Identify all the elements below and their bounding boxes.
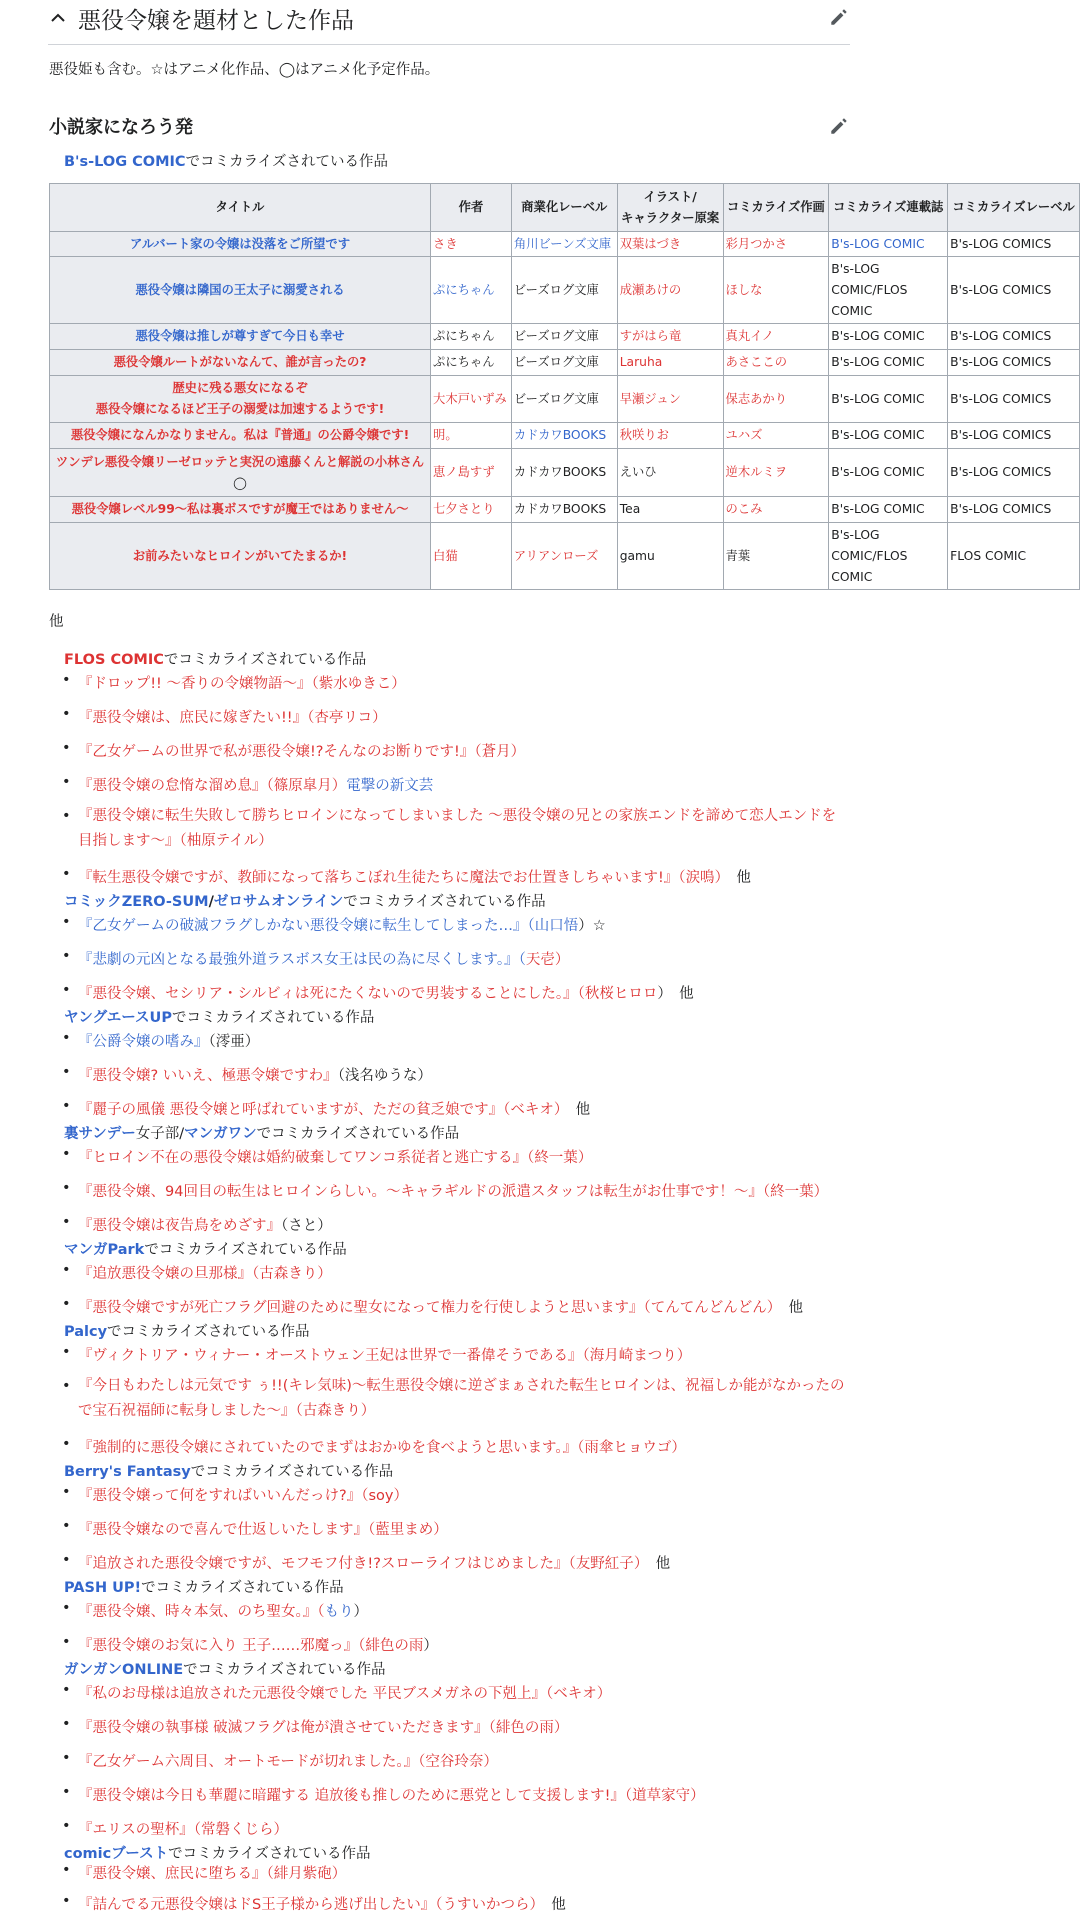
- author-link[interactable]: ベキオ: [553, 1686, 597, 1702]
- author-link[interactable]: 友野紅子: [575, 1556, 634, 1572]
- list-item: • 『悪役令嬢なので喜んで仕返しいたします』（藍里まめ）: [64, 1518, 448, 1539]
- col-header: コミカライズ連載誌: [829, 184, 948, 232]
- work-link[interactable]: 『悪役令嬢は今日も華麗に暗躍する 追放後も推しのために悪党として支援します!』（: [78, 1788, 633, 1804]
- zerosum-online-link[interactable]: ゼロサムオンライン: [213, 894, 344, 910]
- work-link[interactable]: 『悪役令嬢は夜告鳥をめざす』: [78, 1218, 281, 1234]
- author-link[interactable]: 雨傘ヒョウゴ: [584, 1440, 672, 1456]
- illustrator-link[interactable]: Laruha: [617, 350, 723, 376]
- urasunday-heading: 裏サンデー女子部/マンガワンでコミカライズされている作品: [64, 1126, 460, 1142]
- work-link[interactable]: 『詰んでる元悪役令嬢はドS王子様から逃げ出したい』（: [78, 1897, 443, 1913]
- work-link[interactable]: 『ヒロイン不在の悪役令嬢は婚約破棄してワンコ系従者と逃亡する』（: [78, 1150, 535, 1166]
- list-item: • 『転生悪役令嬢ですが、教師になって落ちこぼれ生徒たちに魔法でお仕置きしちゃいます!』（涙鳴） 他: [64, 866, 751, 887]
- work-link[interactable]: 『強制的に悪役令嬢にされていたのでまずはおかゆを食べようと思います。』（: [78, 1440, 585, 1456]
- list-item: • 『乙女ゲームの破滅フラグしかない悪役令嬢に転生してしまった…』（山口悟）☆: [64, 914, 606, 935]
- zerosum-link[interactable]: コミックZERO-SUM: [64, 894, 209, 910]
- work-title-link[interactable]: アルバート家の令嬢は没落をご所望です: [50, 232, 431, 257]
- work-title-link[interactable]: お前みたいなヒロインがいてたまるか!: [50, 523, 431, 590]
- list-item: • 『今日もわたしは元気です ぅ!!(キレ気味)〜転生悪役令嬢に逆ざまぁされた転生ヒロインは、祝福しか能がなかったの で宝石祝福師に転身しました〜』（古森きり）: [64, 1374, 854, 1424]
- illustrator-link[interactable]: 双葉はづき: [617, 232, 723, 257]
- artist-link[interactable]: のこみ: [723, 497, 829, 523]
- list-item: • 『ヴィクトリア・ウィナー・オーストウェン王妃は世界で一番偉そうである』（海月崎まつり）: [64, 1344, 691, 1365]
- author-link[interactable]: 紫水ゆきこ: [318, 676, 392, 692]
- work-link[interactable]: 『悪役令嬢なので喜んで仕返しいたします』（: [78, 1522, 376, 1538]
- list-item: • 『乙女ゲーム六周目、オートモードが切れました。』（空谷玲奈）: [64, 1750, 498, 1771]
- author-link[interactable]: 古森きり: [259, 1266, 318, 1282]
- comic-label: B's-LOG COMICS: [948, 232, 1080, 257]
- mangapark-heading: マンガParkでコミカライズされている作品: [64, 1242, 347, 1258]
- table-row: [50, 449, 1080, 497]
- col-header: 作者: [431, 184, 512, 232]
- flos-link[interactable]: FLOS COMIC: [64, 652, 164, 668]
- flos-heading: FLOS COMICでコミカライズされている作品: [64, 652, 367, 668]
- work-link[interactable]: 『麗子の風儀 悪役令嬢と呼ばれていますが、ただの貧乏娘です』（: [78, 1102, 511, 1118]
- list-item: • 『悪役令嬢? いいえ、極悪令嬢ですわ』（浅名ゆうな）: [64, 1064, 432, 1085]
- author-link[interactable]: 道草家守: [632, 1788, 691, 1804]
- author-link[interactable]: さき: [431, 232, 512, 257]
- list-item: • 『麗子の風儀 悪役令嬢と呼ばれていますが、ただの貧乏娘です』（ベキオ） 他: [64, 1098, 590, 1119]
- comic-label: B's-LOG COMICS: [948, 257, 1080, 324]
- comic-label: FLOS COMIC: [948, 523, 1080, 590]
- comic-label: B's-LOG COMICS: [948, 350, 1080, 376]
- work-link[interactable]: 『追放悪役令嬢の旦那様』（: [78, 1266, 260, 1282]
- author-link[interactable]: 柚原テイル: [186, 833, 259, 849]
- magazine-text: B's-LOG COMIC/FLOS COMIC: [829, 257, 948, 324]
- work-title-link[interactable]: ツンデレ悪役令嬢リーゼロッテと実況の遠藤くんと解説の小林さん ◯: [50, 449, 431, 497]
- work-title-link[interactable]: 悪役令嬢になんかなりません。私は『普通』の公爵令嬢です!: [50, 423, 431, 449]
- work-link[interactable]: 『乙女ゲームの世界で私が悪役令嬢!?そんなのお断りです!』（: [78, 744, 482, 760]
- comicboost-heading: comicブーストでコミカライズされている作品: [64, 1846, 371, 1862]
- palcy-heading: Palcyでコミカライズされている作品: [64, 1324, 310, 1340]
- artist-link[interactable]: 真丸イノ: [723, 324, 829, 350]
- illustrator-link[interactable]: 早瀬ジュン: [617, 376, 723, 423]
- label-text: ビーズログ文庫: [511, 350, 617, 376]
- list-item: • 『悪役令嬢、94回目の転生はヒロインらしい。〜キャラギルドの派遣スタッフは転生がお仕事です！〜』（終一葉）: [64, 1180, 828, 1201]
- author-link[interactable]: 藍里まめ: [375, 1522, 434, 1538]
- col-header: タイトル: [50, 184, 431, 232]
- list-item: • 『公爵令嬢の嗜み』（澪亜）: [64, 1030, 259, 1051]
- artist-link[interactable]: あさここの: [723, 350, 829, 376]
- comic-label: B's-LOG COMICS: [948, 324, 1080, 350]
- artist-text: 青葉: [723, 523, 829, 590]
- author-link[interactable]: 山口悟: [534, 918, 579, 934]
- edit-pencil-icon[interactable]: [828, 6, 850, 28]
- author-link[interactable]: 終一葉: [534, 1150, 578, 1166]
- magazine-text: B's-LOG COMIC: [829, 376, 948, 423]
- col-header: コミカライズレーベル: [948, 184, 1080, 232]
- author-link[interactable]: 大木戸いずみ: [431, 376, 512, 423]
- table-row: [50, 324, 1080, 350]
- list-item: • 『悪役令嬢、セシリア・シルビィは死にたくないので男装することにした。』（秋桜ヒロロ） 他: [64, 982, 694, 1003]
- illustrator-text: えいひ: [617, 449, 723, 497]
- list-item: • 『悪役令嬢、時々本気、のち聖女。』（もり）: [64, 1600, 368, 1621]
- artist-link[interactable]: 逆木ルミヲ: [723, 449, 829, 497]
- work-link[interactable]: 『悪役令嬢? いいえ、極悪令嬢ですわ』: [78, 1068, 338, 1084]
- list-item: • 『悲劇の元凶となる最強外道ラスボス女王は民の為に尽くします。』（天壱）: [64, 948, 569, 969]
- label-text: カドカワBOOKS: [511, 449, 617, 497]
- work-link[interactable]: 『エリスの聖杯』（: [78, 1822, 201, 1838]
- label-text: ビーズログ文庫: [511, 257, 617, 324]
- author-link[interactable]: 終一葉: [770, 1184, 814, 1200]
- label-text: ビーズログ文庫: [511, 376, 617, 423]
- author-link[interactable]: 白猫: [431, 523, 512, 590]
- list-item: • 『追放悪役令嬢の旦那様』（古森きり）: [64, 1262, 332, 1283]
- author-link[interactable]: うすいかつら: [442, 1897, 530, 1913]
- author-link[interactable]: 緋色の雨: [365, 1638, 424, 1654]
- mangaone-link[interactable]: マンガワン: [184, 1126, 257, 1142]
- author-link[interactable]: ベキオ: [510, 1102, 554, 1118]
- work-title-link[interactable]: 悪役令嬢レベル99〜私は裏ボスですが魔王ではありません〜: [50, 497, 431, 523]
- comic-label: B's-LOG COMICS: [948, 376, 1080, 423]
- artist-link[interactable]: 保志あかり: [723, 376, 829, 423]
- bslog-heading: B's-LOG COMICでコミカライズされている作品: [64, 154, 388, 170]
- list-item: • 『ヒロイン不在の悪役令嬢は婚約破棄してワンコ系従者と逃亡する』（終一葉）: [64, 1146, 592, 1167]
- youngace-heading: ヤングエースUPでコミカライズされている作品: [64, 1010, 375, 1026]
- mangapark-link[interactable]: マンガPark: [64, 1242, 145, 1258]
- author-link[interactable]: 緋月紫砲: [273, 1866, 332, 1882]
- magazine-text: B's-LOG COMIC: [829, 350, 948, 376]
- artist-link[interactable]: ほしな: [723, 257, 829, 324]
- magazine-text: B's-LOG COMIC: [829, 324, 948, 350]
- illustrator-text: Tea: [617, 497, 723, 523]
- magazine-text: B's-LOG COMIC: [829, 497, 948, 523]
- list-item: • 『悪役令嬢って何をすればいいんだっけ?』（soy）: [64, 1484, 408, 1505]
- bslog-table: [49, 183, 1080, 590]
- work-link[interactable]: 『追放された悪役令嬢ですが、モフモフ付き!?スローライフはじめました』（: [78, 1556, 576, 1572]
- col-header: コミカライズ作画: [723, 184, 829, 232]
- work-link[interactable]: 『ヴィクトリア・ウィナー・オーストウェン王妃は世界で一番偉そうである』（: [78, 1348, 590, 1364]
- work-link[interactable]: 『悪役令嬢ですが死亡フラグ回避のために聖女になって権力を行使しようと思います』（: [78, 1300, 651, 1316]
- work-link[interactable]: 『今日もわたしは元気です ぅ!!(キレ気味)〜転生悪役令嬢に逆ざまぁされた転生ヒロインは、祝福しか能がなかったの: [78, 1378, 845, 1394]
- work-link[interactable]: 『悪役令嬢、94回目の転生はヒロインらしい。〜キャラギルドの派遣スタッフは転生がお仕事です！〜』（: [78, 1184, 771, 1200]
- section-heading: [48, 0, 850, 45]
- work-title-link[interactable]: 悪役令嬢は推しが尊すぎて今日も幸せ: [50, 324, 431, 350]
- list-item: • 『私のお母様は追放された元悪役令嬢でした 平民ブスメガネの下剋上』（ベキオ）: [64, 1682, 611, 1703]
- author-link[interactable]: 涙鳴: [685, 870, 715, 886]
- list-item: • 『悪役令嬢に転生失敗して勝ちヒロインになってしまいました 〜悪役令嬢の兄との家族エンドを諦めて恋人エンドを 目指します〜』（柚原テイル）: [64, 804, 854, 854]
- label-link[interactable]: カドカワBOOKS: [511, 423, 617, 449]
- table-row: [50, 497, 1080, 523]
- zerosum-heading: コミックZERO-SUM/ゼロサムオンラインでコミカライズされている作品: [64, 894, 546, 910]
- table-row: [50, 423, 1080, 449]
- author-link[interactable]: 海月崎まつり: [589, 1348, 677, 1364]
- author-link[interactable]: ぷにちゃん: [431, 257, 512, 324]
- comic-label: B's-LOG COMICS: [948, 449, 1080, 497]
- col-header: イラスト/ キャラクター原案: [617, 184, 723, 232]
- author-link[interactable]: 緋色の雨: [495, 1720, 554, 1736]
- author-link[interactable]: 空谷玲奈: [425, 1754, 484, 1770]
- list-item: • 『ドロップ!! 〜香りの令嬢物語〜』（紫水ゆきこ）: [64, 672, 406, 693]
- table-row: [50, 232, 1080, 257]
- gangan-heading: ガンガンONLINEでコミカライズされている作品: [64, 1662, 386, 1678]
- artist-link[interactable]: 彩月つかさ: [723, 232, 829, 257]
- work-link[interactable]: 『転生悪役令嬢ですが、教師になって落ちこぼれ生徒たちに魔法でお仕置きしちゃいます!』（: [78, 870, 686, 886]
- label-text: カドカワBOOKS: [511, 497, 617, 523]
- list-item: • 『悪役令嬢ですが死亡フラグ回避のために聖女になって権力を行使しようと思います』（てんてんどんどん） 他: [64, 1296, 803, 1317]
- work-link[interactable]: 『公爵令嬢の嗜み』: [78, 1034, 209, 1050]
- list-item: • 『悪役令嬢、庶民に堕ちる』（緋月紫砲）: [64, 1862, 346, 1883]
- magazine-text: B's-LOG COMIC: [829, 449, 948, 497]
- author-link[interactable]: 明。: [431, 423, 512, 449]
- work-link[interactable]: 『乙女ゲームの破滅フラグしかない悪役令嬢に転生してしまった…』（: [78, 918, 535, 934]
- berrys-link[interactable]: Berry's Fantasy: [64, 1464, 191, 1480]
- youngace-link[interactable]: ヤングエースUP: [64, 1010, 172, 1026]
- list-item: • 『悪役令嬢は、庶民に嫁ぎたい!!』（杏亭リコ）: [64, 706, 387, 727]
- illustrator-link[interactable]: 成瀬あけの: [617, 257, 723, 324]
- magazine-link[interactable]: B's-LOG COMIC: [829, 232, 948, 257]
- edit-pencil-icon[interactable]: [828, 115, 850, 137]
- list-item: • 『悪役令嬢は夜告鳥をめざす』（さと）: [64, 1214, 332, 1235]
- table-row: [50, 523, 1080, 590]
- table-row: [50, 350, 1080, 376]
- work-link[interactable]: 『悪役令嬢は、庶民に嫁ぎたい!!』（: [78, 710, 315, 726]
- work-link[interactable]: 『悪役令嬢に転生失敗して勝ちヒロインになってしまいました 〜悪役令嬢の兄との家族エンドを諦めて恋人エンドを: [78, 808, 837, 824]
- work-link[interactable]: 『悪役令嬢、セシリア・シルビィは死にたくないので男装することにした。』（: [78, 986, 585, 1002]
- illustrator-link[interactable]: 秋咲りお: [617, 423, 723, 449]
- author-text: ぷにちゃん: [431, 324, 512, 350]
- work-title-link[interactable]: 歴史に残る悪女になるぞ 悪役令嬢になるほど王子の溺愛は加速するようです!: [50, 376, 431, 423]
- list-item: • 『悪役令嬢のお気に入り 王子……邪魔っ』（緋色の雨）: [64, 1634, 438, 1655]
- artist-link[interactable]: ユハズ: [723, 423, 829, 449]
- comic-label: B's-LOG COMICS: [948, 423, 1080, 449]
- table-row: [50, 376, 1080, 423]
- work-link[interactable]: 『悪役令嬢の執事様 破滅フラグは俺が潰させていただきます』（: [78, 1720, 496, 1736]
- comicboost-link[interactable]: ブースト: [111, 1846, 169, 1862]
- author-link[interactable]: 杏亭リコ: [314, 710, 373, 726]
- pashup-link[interactable]: PASH UP!: [64, 1580, 142, 1596]
- author-link[interactable]: 天壱: [525, 952, 555, 968]
- list-item: • 『悪役令嬢の執事様 破滅フラグは俺が潰させていただきます』（緋色の雨）: [64, 1716, 568, 1737]
- work-link[interactable]: 『悪役令嬢、時々本気、のち聖女。』（: [78, 1604, 325, 1620]
- pashup-heading: PASH UP!でコミカライズされている作品: [64, 1580, 344, 1596]
- author-link[interactable]: 七夕さとり: [431, 497, 512, 523]
- publisher-link[interactable]: 電撃の新文芸: [346, 778, 434, 794]
- work-link[interactable]: 『悪役令嬢、庶民に堕ちる』（: [78, 1866, 274, 1882]
- work-title-link[interactable]: 悪役令嬢ルートがないなんて、誰が言ったの?: [50, 350, 431, 376]
- table-row: [50, 257, 1080, 324]
- list-item: • 『追放された悪役令嬢ですが、モフモフ付き!?スローライフはじめました』（友野紅子） 他: [64, 1552, 670, 1573]
- work-link[interactable]: 『悪役令嬢って何をすればいいんだっけ?』（: [78, 1488, 369, 1504]
- label-link[interactable]: アリアンローズ: [511, 523, 617, 590]
- author-link[interactable]: 恵ノ島すず: [431, 449, 512, 497]
- list-item: • 『悪役令嬢は今日も華麗に暗躍する 追放後も推しのために悪党として支援します!』（道草家守）: [64, 1784, 705, 1805]
- list-item: • 『強制的に悪役令嬢にされていたのでまずはおかゆを食べようと思います。』（雨傘ヒョウゴ）: [64, 1436, 686, 1457]
- author-link[interactable]: 古森きり: [302, 1403, 361, 1419]
- berrys-heading: Berry's Fantasyでコミカライズされている作品: [64, 1464, 394, 1480]
- author-link[interactable]: soy: [368, 1488, 394, 1504]
- table-header-row: [50, 184, 1080, 232]
- author-link[interactable]: 常磐くじら: [200, 1822, 274, 1838]
- section-intro: 悪役姫も含む。☆はアニメ化作品、◯はアニメ化予定作品。: [49, 62, 440, 78]
- section-title: 悪役令嬢を題材とした作品: [78, 8, 354, 34]
- palcy-link[interactable]: Palcy: [64, 1324, 108, 1340]
- other-note: 他: [49, 614, 64, 630]
- gangan-link[interactable]: ガンガンONLINE: [64, 1662, 184, 1678]
- list-item: • 『エリスの聖杯』（常磐くじら）: [64, 1818, 288, 1839]
- author-text: ぷにちゃん: [431, 350, 512, 376]
- comic-label: B's-LOG COMICS: [948, 497, 1080, 523]
- label-text: ビーズログ文庫: [511, 324, 617, 350]
- subsection-title: 小説家になろう発: [49, 117, 193, 138]
- author-link[interactable]: 秋桜ヒロロ: [584, 986, 658, 1002]
- urasunday-link[interactable]: 裏サンデー: [64, 1126, 136, 1142]
- magazine-text: B's-LOG COMIC: [829, 423, 948, 449]
- list-item: • 『乙女ゲームの世界で私が悪役令嬢!?そんなのお断りです!』（蒼月）: [64, 740, 525, 761]
- work-title-link[interactable]: 悪役令嬢は隣国の王太子に溺愛される: [50, 257, 431, 324]
- label-link[interactable]: 角川ビーンズ文庫: [511, 232, 617, 257]
- author-link[interactable]: 蒼月: [481, 744, 511, 760]
- illustrator-link[interactable]: すがはら竜: [617, 324, 723, 350]
- list-item: • 『悪役令嬢の怠惰な溜め息』（篠原皐月）電撃の新文芸: [64, 774, 433, 795]
- illustrator-text: gamu: [617, 523, 723, 590]
- author-link[interactable]: 篠原皐月: [273, 778, 332, 794]
- work-link[interactable]: 『悪役令嬢のお気に入り 王子……邪魔っ』（: [78, 1638, 366, 1654]
- author-link[interactable]: もり: [324, 1604, 354, 1620]
- work-link[interactable]: 『私のお母様は追放された元悪役令嬢でした 平民ブスメガネの下剋上』（: [78, 1686, 554, 1702]
- work-link[interactable]: 『乙女ゲーム六周目、オートモードが切れました。』（: [78, 1754, 426, 1770]
- work-link[interactable]: 『ドロップ!! 〜香りの令嬢物語〜』（: [78, 676, 319, 692]
- bslog-link[interactable]: B's-LOG COMIC: [64, 154, 186, 170]
- col-header: 商業化レーベル: [511, 184, 617, 232]
- work-link[interactable]: 『悲劇の元凶となる最強外道ラスボス女王は民の為に尽くします。』（: [78, 952, 526, 968]
- magazine-text: B's-LOG COMIC/FLOS COMIC: [829, 523, 948, 590]
- author-link[interactable]: てんてんどんどん: [650, 1300, 767, 1316]
- list-item: • 『詰んでる元悪役令嬢はドS王子様から逃げ出したい』（うすいかつら） 他: [64, 1893, 566, 1914]
- work-link[interactable]: 『悪役令嬢の怠惰な溜め息』（: [78, 778, 274, 794]
- chevron-up-icon[interactable]: [48, 8, 68, 28]
